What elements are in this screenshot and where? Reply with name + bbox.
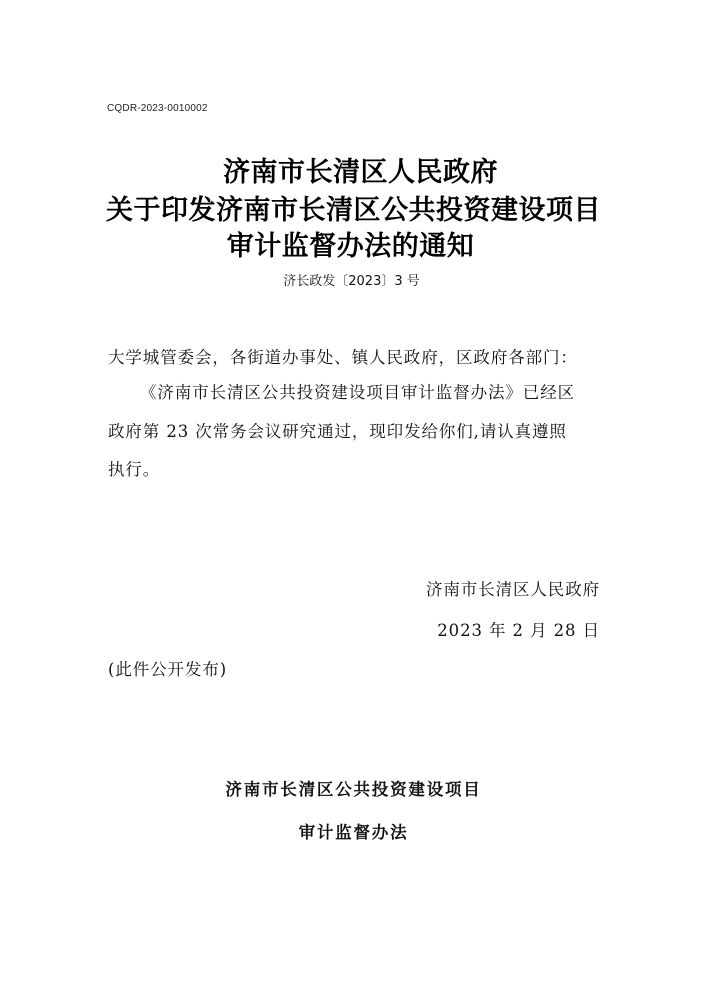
- document-number: CQDR-2023-0010002: [107, 103, 208, 114]
- document-reference-number: 济长政发〔2023〕3 号: [283, 274, 420, 289]
- addressee-line: 大学城管委会，各街道办事处、镇人民政府，区政府各部门：: [108, 348, 578, 367]
- signature-date: 2023 年 2 月 28 日: [437, 621, 600, 640]
- public-release-note: (此件公开发布): [108, 660, 228, 679]
- title-line-3: 审计监督办法的通知: [226, 231, 475, 262]
- body-line-1: 《济南市长清区公共投资建设项目审计监督办法》已经区: [140, 383, 575, 402]
- attachment-title-line-1: 济南市长清区公共投资建设项目: [225, 780, 482, 799]
- body-line-3: 执行。: [108, 460, 161, 479]
- attachment-title-line-2: 审计监督办法: [298, 823, 409, 842]
- body-line-2: 政府第 23 次常务会议研究通过，现印发给你们,请认真遵照: [108, 422, 567, 441]
- signature-organization: 济南市长清区人民政府: [426, 580, 600, 599]
- title-line-2: 关于印发济南市长清区公共投资建设项目: [106, 195, 601, 226]
- title-line-1: 济南市长清区人民政府: [223, 157, 498, 188]
